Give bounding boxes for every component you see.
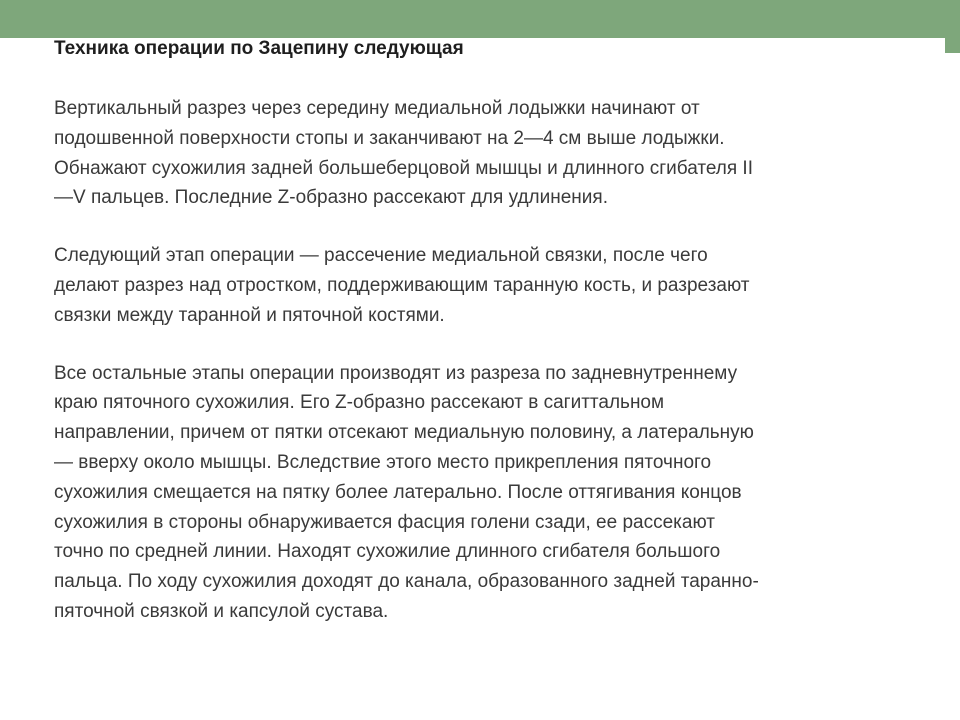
- paragraph-incision: Вертикальный разрез через середину медиальной лодыжки начинают от подошвенной поверхности стопы и заканчивают на 2—4 см выше лодыжки. Обнажают сухожилия задней большеберцовой мышцы и длинного сгибателя II —V пальцев. Последние Z-образно рассекают для удлинения.: [54, 98, 753, 209]
- accent-block: [945, 38, 960, 53]
- slide-content: [54, 36, 942, 627]
- paragraph-tendon: Все остальные этапы операции производят из разреза по задневнутреннему краю пяточного сухожилия. Его Z-образно рассекают в сагиттальном направлении, причем от пятки отсекают медиальную половину, а латеральную — вверху около мышцы. Вследствие этого место прикрепления пяточного сухожилия смещается на пятку более латерально. После оттягивания концов сухожилия в стороны обнаруживается фасция голени сзади, ее рассекают точно по средней линии. Находят сухожилие длинного сгибателя большого пальца. По ходу сухожилия доходят до канала, образованного задней таранно- пяточной связкой и капсулой сустава.: [54, 362, 759, 622]
- slide-heading: Техника операции по Зацепину следующая: [54, 38, 464, 59]
- paragraph-ligament: Следующий этап операции — рассечение медиальной связки, после чего делают разрез над отростком, поддерживающим таранную кость, и разрезают связки между таранной и пяточной костями.: [54, 245, 750, 326]
- header-band: [0, 0, 960, 38]
